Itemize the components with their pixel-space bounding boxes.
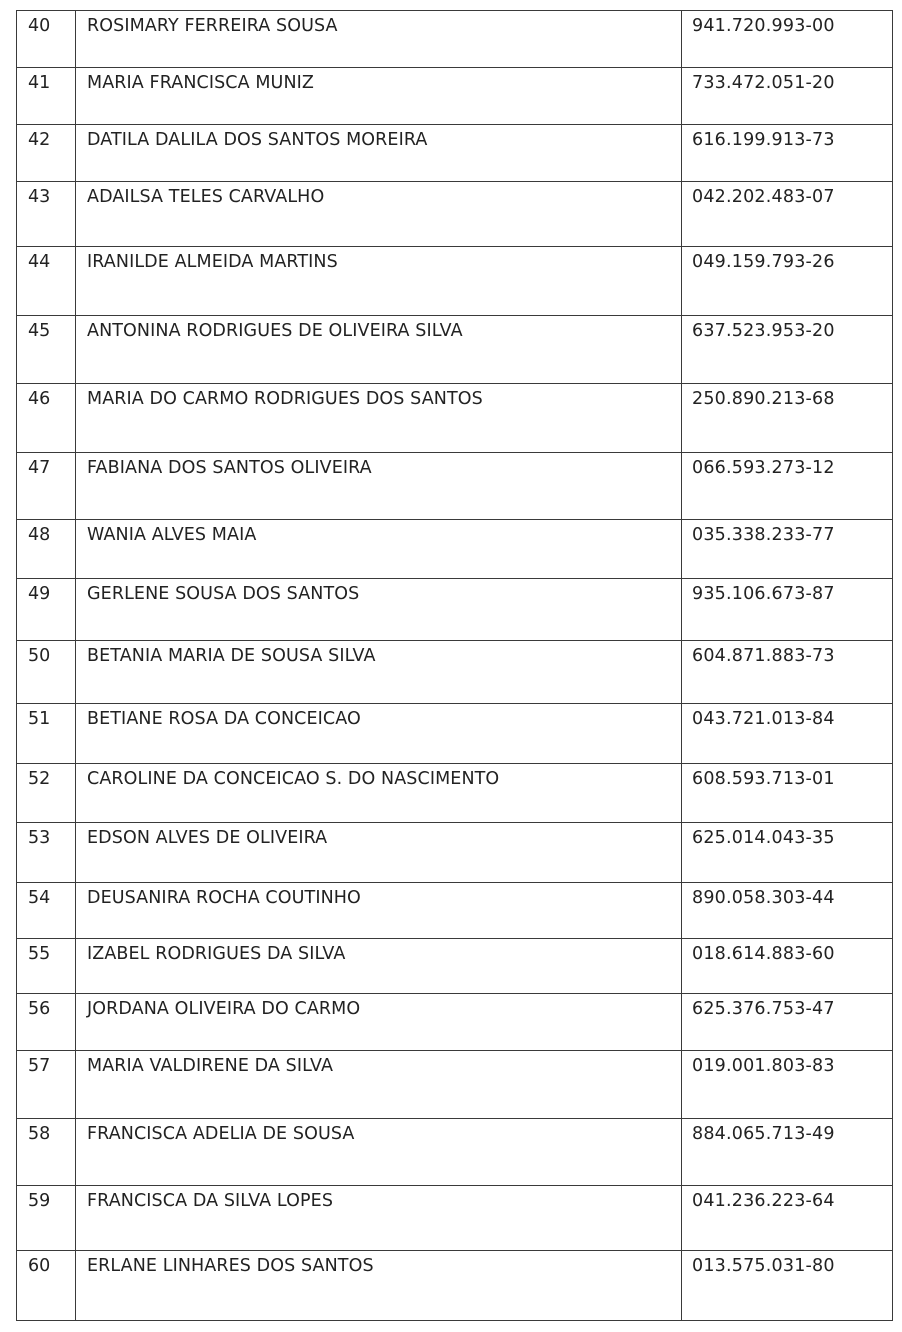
row-number-cell: 59 (17, 1186, 76, 1251)
row-number-cell: 47 (17, 453, 76, 520)
table-row (17, 182, 893, 247)
cpf-cell: 608.593.713-01 (682, 764, 893, 823)
row-number-cell: 45 (17, 316, 76, 384)
cpf-cell: 041.236.223-64 (682, 1186, 893, 1251)
row-number-cell: 57 (17, 1051, 76, 1119)
person-name-cell: IZABEL RODRIGUES DA SILVA (76, 939, 682, 994)
row-number-cell: 55 (17, 939, 76, 994)
cpf-cell: 049.159.793-26 (682, 247, 893, 316)
person-name-cell: BETIANE ROSA DA CONCEICAO (76, 704, 682, 764)
cpf-cell: 604.871.883-73 (682, 641, 893, 704)
table-row (17, 68, 893, 125)
cpf-cell: 018.614.883-60 (682, 939, 893, 994)
person-name-cell: MARIA VALDIRENE DA SILVA (76, 1051, 682, 1119)
person-name-cell: FRANCISCA DA SILVA LOPES (76, 1186, 682, 1251)
table-row (17, 579, 893, 641)
table-row (17, 883, 893, 939)
person-name-cell: JORDANA OLIVEIRA DO CARMO (76, 994, 682, 1051)
cpf-cell: 625.014.043-35 (682, 823, 893, 883)
person-name-cell: IRANILDE ALMEIDA MARTINS (76, 247, 682, 316)
cpf-cell: 733.472.051-20 (682, 68, 893, 125)
row-number-cell: 48 (17, 520, 76, 579)
person-name-cell: FRANCISCA ADELIA DE SOUSA (76, 1119, 682, 1186)
table-row (17, 939, 893, 994)
table-row (17, 994, 893, 1051)
cpf-cell: 013.575.031-80 (682, 1251, 893, 1321)
table-row (17, 453, 893, 520)
table-row (17, 247, 893, 316)
row-number-cell: 51 (17, 704, 76, 764)
table-row (17, 384, 893, 453)
row-number-cell: 58 (17, 1119, 76, 1186)
row-number-cell: 53 (17, 823, 76, 883)
cpf-cell: 884.065.713-49 (682, 1119, 893, 1186)
row-number-cell: 41 (17, 68, 76, 125)
cpf-cell: 935.106.673-87 (682, 579, 893, 641)
table-row (17, 823, 893, 883)
person-name-cell: GERLENE SOUSA DOS SANTOS (76, 579, 682, 641)
row-number-cell: 49 (17, 579, 76, 641)
cpf-cell: 019.001.803-83 (682, 1051, 893, 1119)
person-name-cell: CAROLINE DA CONCEICAO S. DO NASCIMENTO (76, 764, 682, 823)
table-row (17, 316, 893, 384)
cpf-cell: 043.721.013-84 (682, 704, 893, 764)
table-row (17, 125, 893, 182)
table-row (17, 1251, 893, 1321)
table-row (17, 1186, 893, 1251)
cpf-cell: 941.720.993-00 (682, 11, 893, 68)
person-name-cell: ADAILSA TELES CARVALHO (76, 182, 682, 247)
person-name-cell: ROSIMARY FERREIRA SOUSA (76, 11, 682, 68)
cpf-cell: 890.058.303-44 (682, 883, 893, 939)
cpf-cell: 616.199.913-73 (682, 125, 893, 182)
row-number-cell: 43 (17, 182, 76, 247)
cpf-cell: 066.593.273-12 (682, 453, 893, 520)
table-row (17, 1051, 893, 1119)
table-row (17, 11, 893, 68)
cpf-cell: 042.202.483-07 (682, 182, 893, 247)
person-name-cell: DATILA DALILA DOS SANTOS MOREIRA (76, 125, 682, 182)
row-number-cell: 52 (17, 764, 76, 823)
cpf-cell: 035.338.233-77 (682, 520, 893, 579)
person-name-cell: BETANIA MARIA DE SOUSA SILVA (76, 641, 682, 704)
person-name-cell: DEUSANIRA ROCHA COUTINHO (76, 883, 682, 939)
cpf-cell: 250.890.213-68 (682, 384, 893, 453)
beneficiary-table (16, 10, 893, 1321)
row-number-cell: 44 (17, 247, 76, 316)
table-row (17, 520, 893, 579)
table-row (17, 1119, 893, 1186)
cpf-cell: 637.523.953-20 (682, 316, 893, 384)
cpf-cell: 625.376.753-47 (682, 994, 893, 1051)
person-name-cell: WANIA ALVES MAIA (76, 520, 682, 579)
person-name-cell: ERLANE LINHARES DOS SANTOS (76, 1251, 682, 1321)
table-row (17, 704, 893, 764)
row-number-cell: 46 (17, 384, 76, 453)
table-row (17, 641, 893, 704)
row-number-cell: 40 (17, 11, 76, 68)
row-number-cell: 50 (17, 641, 76, 704)
person-name-cell: MARIA DO CARMO RODRIGUES DOS SANTOS (76, 384, 682, 453)
person-name-cell: MARIA FRANCISCA MUNIZ (76, 68, 682, 125)
row-number-cell: 60 (17, 1251, 76, 1321)
person-name-cell: ANTONINA RODRIGUES DE OLIVEIRA SILVA (76, 316, 682, 384)
row-number-cell: 54 (17, 883, 76, 939)
person-name-cell: FABIANA DOS SANTOS OLIVEIRA (76, 453, 682, 520)
row-number-cell: 42 (17, 125, 76, 182)
table-row (17, 764, 893, 823)
row-number-cell: 56 (17, 994, 76, 1051)
person-name-cell: EDSON ALVES DE OLIVEIRA (76, 823, 682, 883)
